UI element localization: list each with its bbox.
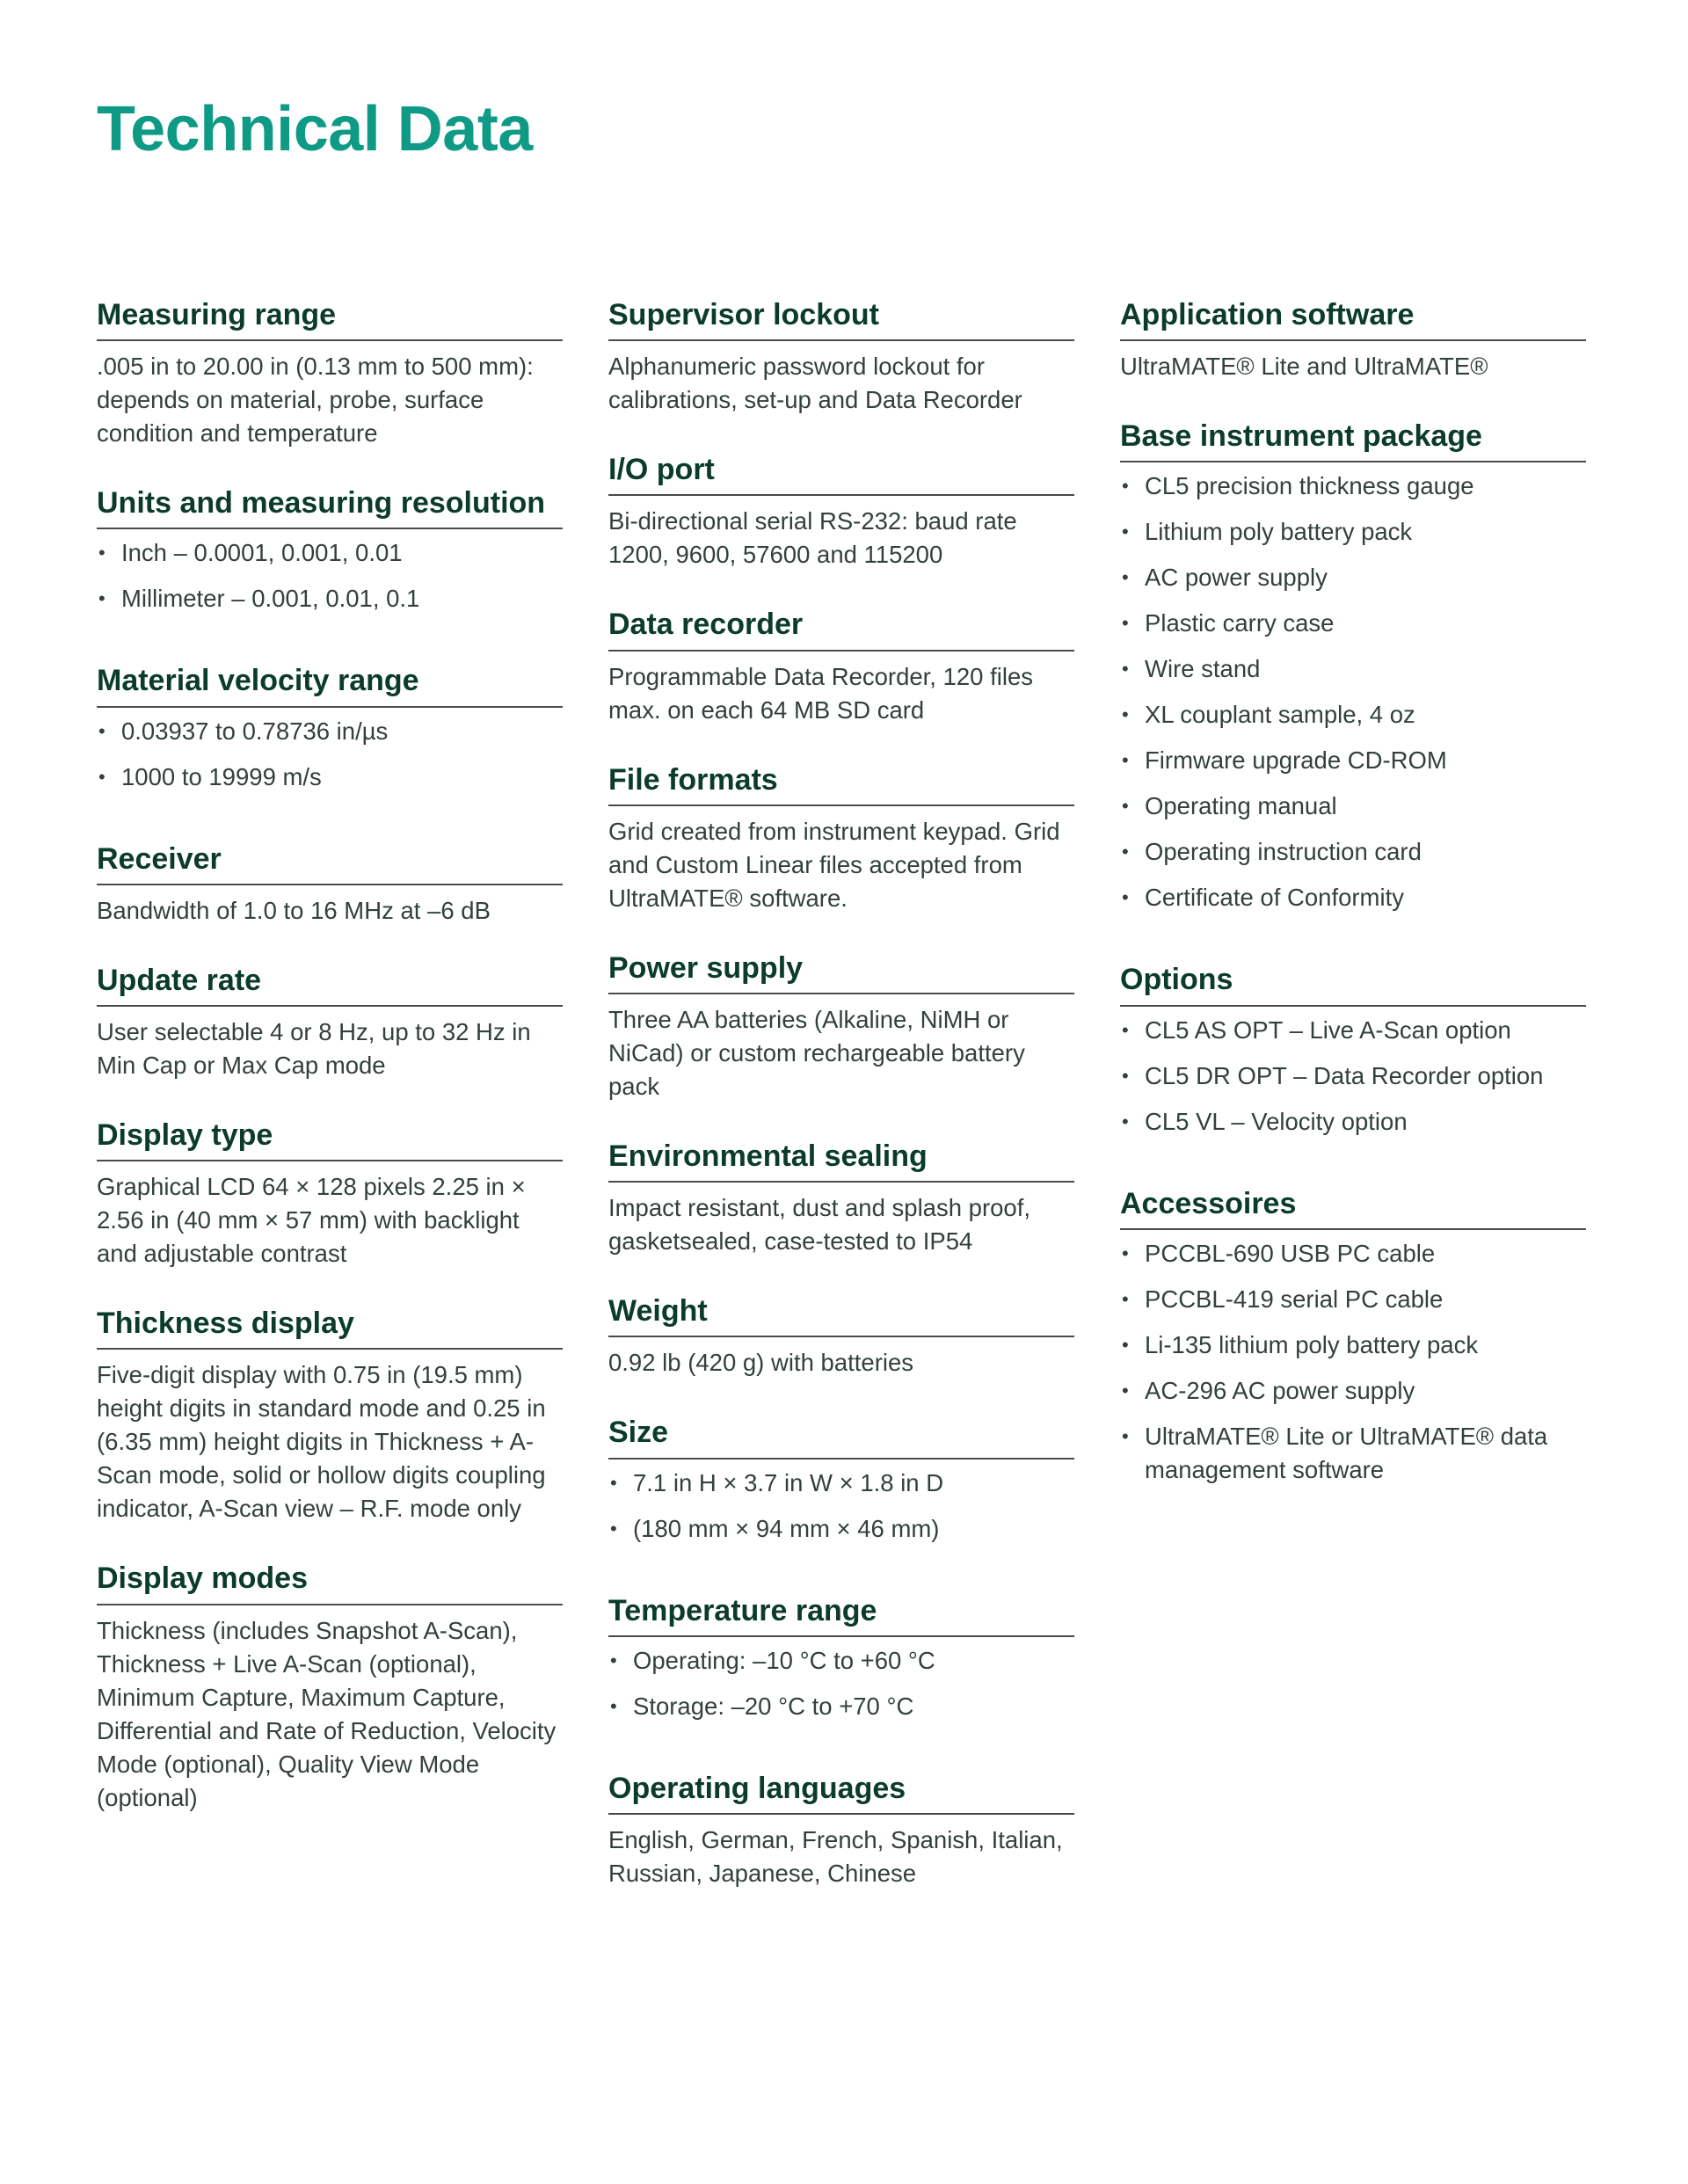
list-item: • AC power supply xyxy=(1120,561,1586,594)
section-thickness-display xyxy=(97,1304,563,1525)
list-item: • UltraMATE® Lite or UltraMATE® data management software xyxy=(1120,1420,1586,1487)
list-item: • Millimeter – 0.001, 0.01, 0.1 xyxy=(97,582,563,615)
section-text: Thickness (includes Snapshot A-Scan), Thickness + Live A-Scan (optional), Minimum Capture, Maximum Capture, Differential and Rate of Reduction, Velocity Mode (optional), Quality View Mode (optional) xyxy=(97,1616,557,1811)
list-item: • PCCBL-690 USB PC cable xyxy=(1120,1237,1586,1270)
list-item: • PCCBL-419 serial PC cable xyxy=(1120,1283,1586,1316)
section-heading: Application software xyxy=(1120,295,1586,341)
section-heading: Supervisor lockout xyxy=(608,295,1074,341)
section-supervisor-lockout xyxy=(608,295,1074,417)
section-heading: Display type xyxy=(97,1116,563,1161)
section-text: Grid created from instrument keypad. Grid and Custom Linear files accepted from UltraMATE® software. xyxy=(608,817,1060,912)
list-item: • Lithium poly battery pack xyxy=(1120,515,1586,549)
spec-columns xyxy=(97,295,1586,1924)
list-item: • CL5 AS OPT – Live A-Scan option xyxy=(1120,1014,1586,1047)
section-units-resolution xyxy=(97,484,563,628)
list-item: • 7.1 in H × 3.7 in W × 1.8 in D xyxy=(608,1467,1074,1500)
section-heading: Base instrument package xyxy=(1120,417,1586,462)
list-item: • Operating: –10 °C to +60 °C xyxy=(608,1644,1074,1678)
list-item: • Operating manual xyxy=(1120,790,1586,823)
section-text: Five-digit display with 0.75 in (19.5 mm) height digits in standard mode and 0.25 in (6.35 mm) height digits in Thickness + A-Scan mode, solid or hollow digits coupling indicator, A-Scan view – R.F. mode only xyxy=(97,1361,546,1523)
section-heading: Update rate xyxy=(97,961,563,1007)
section-receiver xyxy=(97,840,563,928)
list-item: • Li-135 lithium poly battery pack xyxy=(1120,1329,1586,1362)
section-heading: Measuring range xyxy=(97,295,563,341)
section-heading: File formats xyxy=(608,761,1074,806)
section-text: Bandwidth of 1.0 to 16 MHz at –6 dB xyxy=(97,896,491,924)
section-power-supply xyxy=(608,949,1074,1103)
list-item: • Firmware upgrade CD-ROM xyxy=(1120,744,1586,777)
section-heading: Size xyxy=(608,1413,1074,1459)
section-heading: Accessoires xyxy=(1120,1184,1586,1230)
section-display-modes xyxy=(97,1559,563,1814)
page-title: Technical Data xyxy=(97,94,533,164)
list-item: • Certificate of Conformity xyxy=(1120,881,1586,914)
list-item: • Wire stand xyxy=(1120,652,1586,686)
section-text: Impact resistant, dust and splash proof, gasketsealed, case-tested to IP54 xyxy=(608,1194,1030,1256)
list-item: • AC-296 AC power supply xyxy=(1120,1374,1586,1408)
bullet-list xyxy=(1120,470,1586,914)
section-environmental-sealing xyxy=(608,1137,1074,1258)
section-options xyxy=(1120,960,1586,1150)
section-temperature-range xyxy=(608,1591,1074,1736)
bullet-list xyxy=(608,1467,1074,1546)
section-heading: Thickness display xyxy=(97,1304,563,1350)
list-item: • Plastic carry case xyxy=(1120,607,1586,640)
section-heading: Material velocity range xyxy=(97,661,563,707)
section-weight xyxy=(608,1292,1074,1380)
section-text: Bi-directional serial RS-232: baud rate 1200, 9600, 57600 and 115200 xyxy=(608,507,1017,569)
section-heading: Receiver xyxy=(97,840,563,885)
section-update-rate xyxy=(97,961,563,1082)
section-text: Alphanumeric password lockout for calibrations, set-up and Data Recorder xyxy=(608,353,1022,414)
section-heading: I/O port xyxy=(608,450,1074,496)
section-file-formats xyxy=(608,761,1074,915)
list-item: • 0.03937 to 0.78736 in/µs xyxy=(97,715,563,748)
section-material-velocity xyxy=(97,661,563,805)
section-io-port xyxy=(608,450,1074,571)
section-accessoires xyxy=(1120,1184,1586,1499)
list-item: • Operating instruction card xyxy=(1120,835,1586,869)
list-item: • (180 mm × 94 mm × 46 mm) xyxy=(608,1512,1074,1546)
section-text: UltraMATE® Lite and UltraMATE® xyxy=(1120,353,1488,381)
section-text: User selectable 4 or 8 Hz, up to 32 Hz in Min Cap or Max Cap mode xyxy=(97,1017,531,1079)
spec-column-right xyxy=(1120,295,1586,1924)
section-text: Programmable Data Recorder, 120 files max. on each 64 MB SD card xyxy=(608,662,1034,724)
list-item: • CL5 VL – Velocity option xyxy=(1120,1105,1586,1139)
section-heading: Display modes xyxy=(97,1559,563,1605)
spec-column-left xyxy=(97,295,563,1924)
section-text: .005 in to 20.00 in (0.13 mm to 500 mm): depends on material, probe, surface condition and temperature xyxy=(97,353,534,448)
section-application-software xyxy=(1120,295,1586,383)
section-heading: Data recorder xyxy=(608,605,1074,651)
bullet-list xyxy=(608,1644,1074,1723)
section-text: Three AA batteries (Alkaline, NiMH or NiCad) or custom rechargeable battery pack xyxy=(608,1005,1025,1100)
section-heading: Temperature range xyxy=(608,1591,1074,1637)
list-item: • Inch – 0.0001, 0.001, 0.01 xyxy=(97,536,563,570)
section-heading: Weight xyxy=(608,1292,1074,1337)
section-heading: Options xyxy=(1120,960,1586,1006)
section-text: 0.92 lb (420 g) with batteries xyxy=(608,1349,913,1377)
list-item: • CL5 DR OPT – Data Recorder option xyxy=(1120,1059,1586,1093)
section-size xyxy=(608,1413,1074,1557)
section-text: English, German, French, Spanish, Italian, Russian, Japanese, Chinese xyxy=(608,1825,1063,1887)
section-base-instrument-package xyxy=(1120,417,1586,927)
list-item: • XL couplant sample, 4 oz xyxy=(1120,698,1586,732)
section-heading: Environmental sealing xyxy=(608,1137,1074,1183)
section-heading: Power supply xyxy=(608,949,1074,994)
section-heading: Units and measuring resolution xyxy=(97,484,563,529)
section-display-type xyxy=(97,1116,563,1270)
section-measuring-range xyxy=(97,295,563,450)
bullet-list xyxy=(1120,1014,1586,1139)
bullet-list xyxy=(97,536,563,615)
bullet-list xyxy=(97,715,563,794)
bullet-list xyxy=(1120,1237,1586,1487)
list-item: • Storage: –20 °C to +70 °C xyxy=(608,1690,1074,1723)
section-text: Graphical LCD 64 × 128 pixels 2.25 in × 2.56 in (40 mm × 57 mm) with backlight and adjustable contrast xyxy=(97,1173,526,1268)
section-heading: Operating languages xyxy=(608,1769,1074,1815)
section-operating-languages xyxy=(608,1769,1074,1890)
list-item: • CL5 precision thickness gauge xyxy=(1120,470,1586,503)
section-data-recorder xyxy=(608,605,1074,726)
list-item: • 1000 to 19999 m/s xyxy=(97,761,563,794)
spec-column-middle xyxy=(608,295,1074,1924)
